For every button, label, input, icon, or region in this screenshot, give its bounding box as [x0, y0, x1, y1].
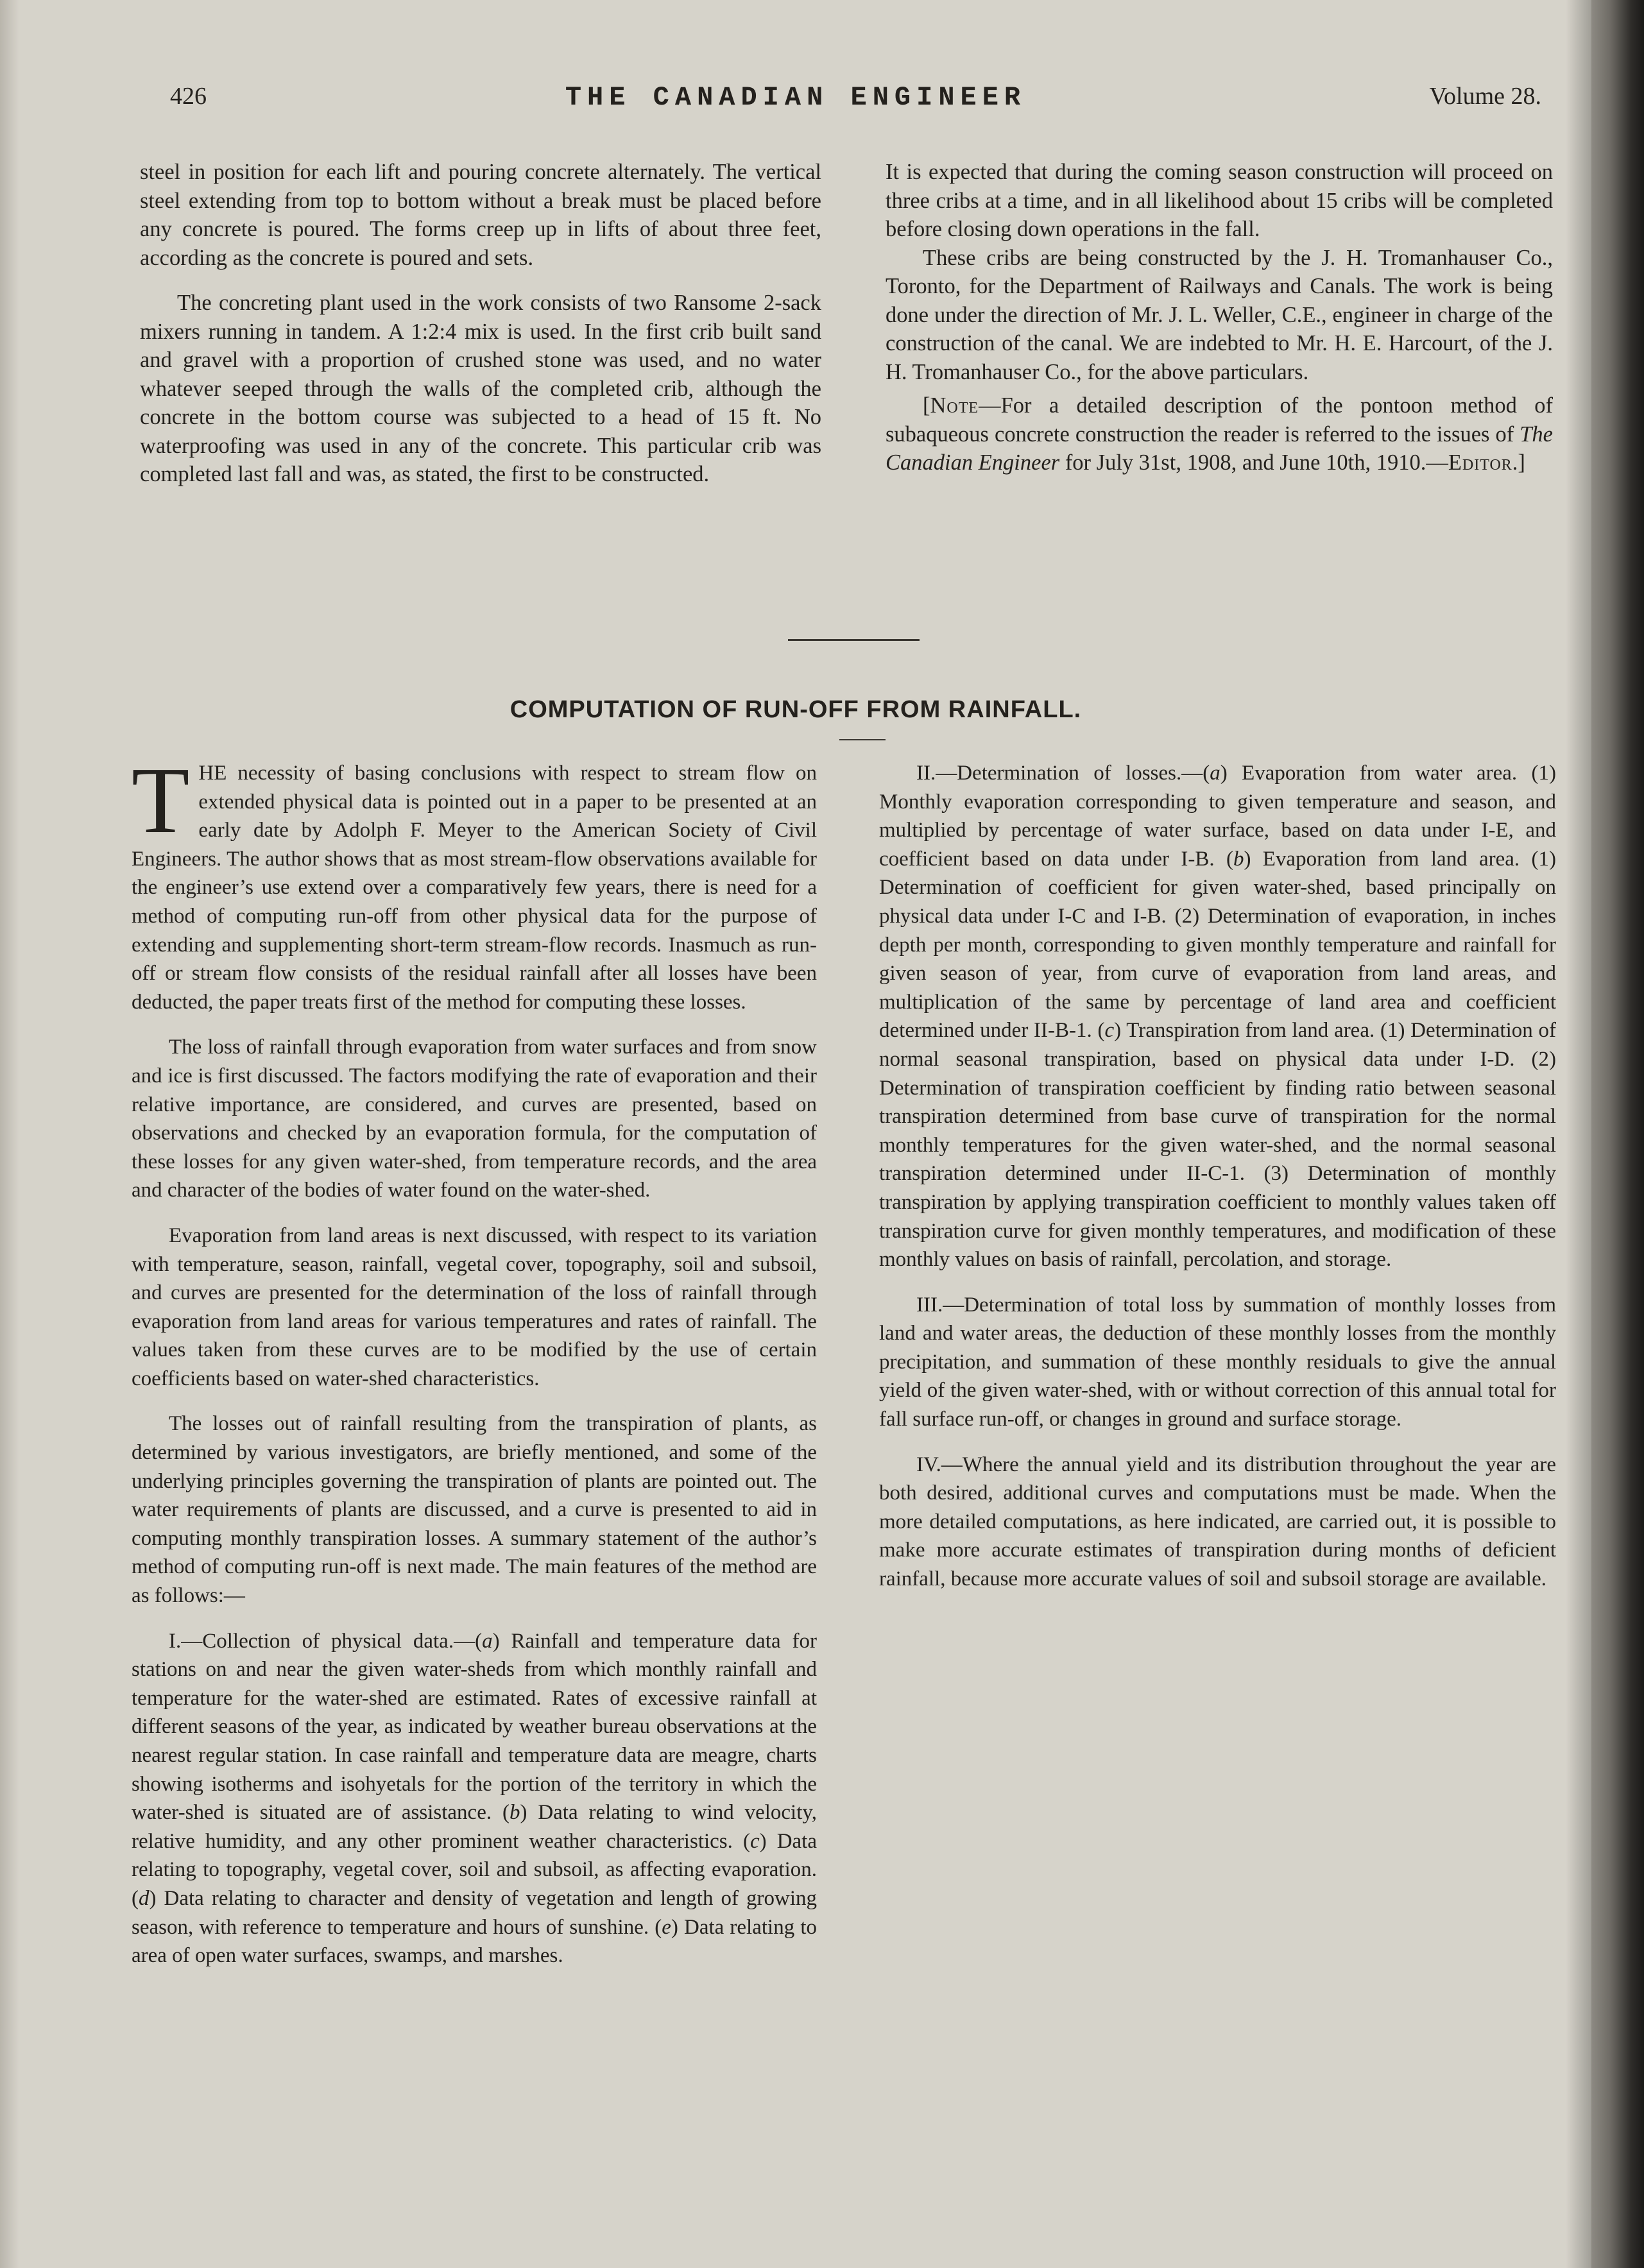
article-left-column: [132, 748, 818, 1970]
section-text: II.—Determination of losses.—(: [916, 762, 1210, 785]
item-letter: a: [1210, 762, 1220, 785]
drop-cap: T: [132, 748, 190, 853]
adjacent-page-edge: [1591, 0, 1644, 2268]
item-letter: e: [662, 1915, 671, 1939]
running-header: [0, 82, 1591, 121]
note-text: —For a detailed description of the pontoon method of subaqueous concrete construction the reader is referred to the issues of: [886, 393, 1553, 447]
top-article-right-column: [886, 158, 1553, 477]
paragraph-text: HE necessity of basing conclusions with respect to stream flow on extended physical data is pointed out in a paper to be presented at an early date by Adolph F. Meyer to the American Society of Civil Engineers. The author shows that as most stream-flow observations available for the engineer’s use extend over a comparatively few years, there is need for a method of computing run-off from other physical data for the purpose of extending and supplementing short-term stream-flow records. Inasmuch as run-off or stream flow consists of the residual rainfall after all losses have been deducted, the paper treats first of the method for computing these losses.: [132, 762, 817, 1014]
paragraph: The loss of rainfall through evaporation from water surfaces and from snow and ice is first discussed. The factors modifying the rate of evaporation and their relative importance, are considered, and curves are presented, based on observations and checked by an evaporation formula, for the computation of these losses for any given water-shed, from temperature records, and the area and character of the bodies of water found on the water-shed.: [132, 1036, 817, 1202]
bracket: [: [923, 393, 930, 418]
title-rule: [839, 739, 886, 740]
section-text: ) Data relating to area of open water surfaces, swamps, and marshes.: [132, 1915, 818, 1968]
journal-name: The Canadian Engineer: [886, 422, 1553, 475]
section-2: [879, 759, 1556, 1274]
note-label: Note: [930, 393, 979, 418]
section-text: ) Data relating to wind velocity, relative humidity, and any other prominent weather characteristics. (: [132, 1801, 817, 1853]
section-text: ) Evaporation from land area. (1) Determination of coefficient for given water-shed, based principally on physical data under I-C and I-B. (2) Determination of evaporation, in inches depth per month, corresponding to given monthly temperature and rainfall for given season of year, from curve of evaporation from land areas, and multiplication of the same by percentage of land area and coefficient determined under II-B-1. (: [879, 847, 1556, 1043]
paragraph: The concreting plant used in the work consists of two Ransome 2-sack mixers running in tandem. A 1:2:4 mix is used. In the first crib built sand and gravel with a proportion of crushed stone was used, and no water whatever seeped through the walls of the completed crib, although the concrete in the bottom course was subjected to a head of 15 ft. No waterproofing was used in any of the concrete. This particular crib was completed last fall and was, as stated, the first to be constructed.: [140, 291, 821, 486]
item-letter: c: [749, 1829, 760, 1853]
item-letter: b: [1233, 847, 1244, 871]
paragraph: Evaporation from land areas is next discussed, with respect to its variation with temperature, season, rainfall, vegetal cover, topography, soil and subsoil, and curves are presented for the determination of the loss of rainfall through evaporation from land areas for various temperatures and rates of rainfall. The values taken from these curves are to be modified by the use of certain coefficients based on water-shed characteristics.: [132, 1224, 817, 1390]
section-text: I.—Collection of physical data.—(: [169, 1629, 483, 1653]
bracket: .]: [1512, 450, 1525, 475]
paragraph: steel in position for each lift and pouring concrete alternately. The vertical steel extending from top to bottom without a break must be placed before any concrete is poured. The forms creep up in lifts of about three feet, according as the concrete is poured and sets.: [140, 160, 821, 270]
section-4: IV.—Where the annual yield and its distribution throughout the year are both desired, additional curves and computations must be made. When the more detailed computations, as here indicated, are carried out, it is possible to make more accurate estimates of transpiration during months of deficient rainfall, because more accurate values of soil and subsoil storage are available.: [879, 1453, 1556, 1591]
paragraph: The losses out of rainfall resulting from the transpiration of plants, as determined by various investigators, are briefly mentioned, and some of the underlying principles governing the transpiration of plants are pointed out. The water requirements of plants are discussed, and a curve is presented to aid in computing monthly transpiration losses. A summary statement of the author’s method of computing run-off is next made. The main features of the method are as follows:—: [132, 1412, 817, 1608]
first-paragraph: [132, 748, 817, 1016]
section-text: ) Rainfall and temperature data for stations on and near the given water-sheds from which monthly rainfall and temperature for the water-shed are estimated. Rates of excessive rainfall at different seasons of the year, as indicated by weather bureau observations at the nearest regular station. In case rainfall and temperature data are meagre, charts showing isotherms and isohyetals for the portion of the territory in which the water-shed is situated are of assistance. (: [132, 1629, 817, 1825]
page-number: 426: [170, 83, 207, 110]
item-letter: c: [1104, 1019, 1115, 1043]
editor-note: [886, 391, 1553, 477]
journal-title: THE CANADIAN ENGINEER: [565, 82, 1027, 113]
section-text: ) Transpiration from land area. (1) Determination of normal seasonal transpiration, based on physical data under I-D. (2) Determination of transpiration coefficient by finding ratio between seasonal transpiration determined from base curve of transpiration for the normal monthly temperatures for the given water-shed, and the normal seasonal transpiration determined under II-C-1. (3) Determination of monthly transpiration by applying transpiration coefficient to monthly values taken off transpiration curve for given monthly temperatures, and modification of these monthly values on basis of rainfall, percolation, and storage.: [879, 1019, 1556, 1272]
section-text: ) Evaporation from water area. (1) Monthly evaporation corresponding to given temperature and season, and multiplied by percentage of water surface, based on data under I-E, and coefficient based on data under I-B. (: [879, 762, 1556, 871]
section-1: [132, 1627, 817, 1970]
article-right-column: [879, 759, 1556, 1594]
page-edge-shadow: [0, 0, 19, 2268]
gutter-shadow: [1566, 0, 1591, 2268]
volume-label: Volume 28.: [1429, 83, 1541, 110]
item-letter: d: [139, 1886, 150, 1910]
top-article-left-column: [140, 158, 821, 489]
article-title: COMPUTATION OF RUN-OFF FROM RAINFALL.: [509, 696, 1082, 723]
note-text: for July 31st, 1908, and June 10th, 1910.—: [1059, 450, 1448, 475]
section-text: ) Data relating to topography, vegetal cover, soil and subsoil, as affecting evaporation. (: [132, 1829, 817, 1910]
item-letter: a: [482, 1629, 493, 1653]
paragraph: It is expected that during the coming season construction will proceed on three cribs at a time, and in all likelihood about 15 cribs will be completed before closing down operations in the fall.: [886, 160, 1553, 241]
section-text: ) Data relating to character and density of vegetation and length of growing season, with reference to temperature and hours of sunshine. (: [132, 1886, 817, 1939]
editor-label: Editor: [1448, 450, 1512, 475]
item-letter: b: [509, 1801, 520, 1825]
paragraph: These cribs are being constructed by the J. H. Tromanhauser Co., Toronto, for the Department of Railways and Canals. The work is being done under the direction of Mr. J. L. Weller, C.E., engineer in charge of the construction of the canal. We are indebted to Mr. H. E. Harcourt, of the J. H. Tromanhauser Co., for the above particulars.: [886, 245, 1553, 384]
section-divider: [788, 639, 920, 641]
section-3: III.—Determination of total loss by summation of monthly losses from land and water areas, the deduction of these monthly losses from the monthly precipitation, and summation of these monthly residuals to give the annual yield of the given water-shed, with or without correction of this annual total for fall surface run-off, or changes in ground and surface storage.: [879, 1293, 1556, 1431]
